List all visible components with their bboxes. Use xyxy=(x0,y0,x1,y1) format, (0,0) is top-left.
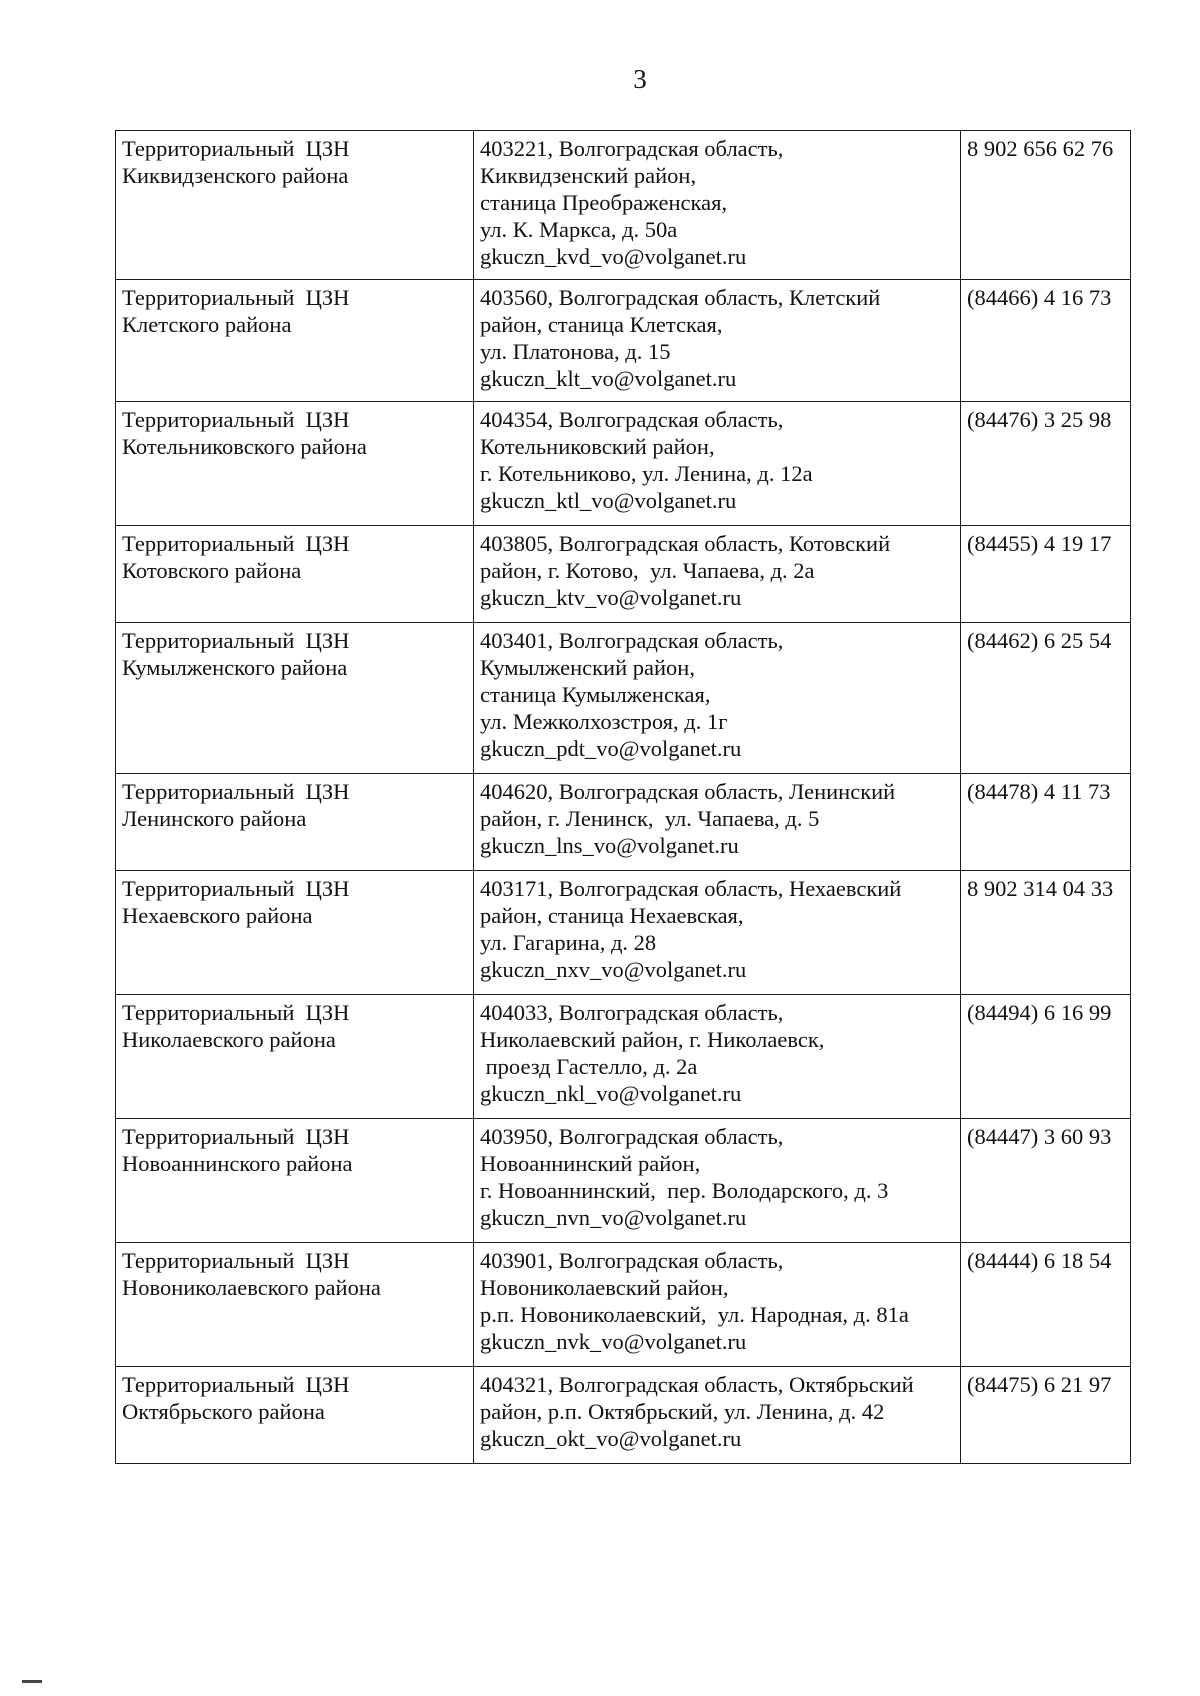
table-row xyxy=(116,280,1131,402)
office-name-line: Котельниковского района xyxy=(122,434,367,459)
phone-number: (84462) 6 25 54 xyxy=(967,628,1112,653)
phone-cell xyxy=(961,871,1131,995)
email-address: gkuczn_klt_vo@volganet.ru xyxy=(480,366,737,391)
phone-number: 8 902 314 04 33 xyxy=(967,876,1114,901)
address-line: 403901, Волгоградская область, xyxy=(480,1248,784,1273)
office-name-cell xyxy=(116,526,474,623)
address-line: Николаевский район, г. Николаевск, xyxy=(480,1027,825,1052)
office-name-line: Котовского района xyxy=(122,558,302,583)
office-name-line: Территориальный ЦЗН xyxy=(122,628,350,653)
office-name-cell xyxy=(116,1243,474,1367)
email-address: gkuczn_ktl_vo@volganet.ru xyxy=(480,488,737,513)
employment-centers-table xyxy=(115,130,1131,1464)
address-line: г. Котельниково, ул. Ленина, д. 12а xyxy=(480,461,813,486)
office-name-line: Территориальный ЦЗН xyxy=(122,1124,350,1149)
table-row xyxy=(116,1243,1131,1367)
office-name-line: Территориальный ЦЗН xyxy=(122,1000,350,1025)
address-cell xyxy=(474,402,961,526)
phone-number: (84455) 4 19 17 xyxy=(967,531,1112,556)
office-name-line: Территориальный ЦЗН xyxy=(122,1248,350,1273)
email-address: gkuczn_ktv_vo@volganet.ru xyxy=(480,585,742,610)
phone-cell xyxy=(961,402,1131,526)
address-cell xyxy=(474,1119,961,1243)
office-name-cell xyxy=(116,871,474,995)
address-line: район, р.п. Октябрьский, ул. Ленина, д. 42 xyxy=(480,1399,885,1424)
phone-cell xyxy=(961,526,1131,623)
address-cell xyxy=(474,774,961,871)
email-address: gkuczn_lns_vo@volganet.ru xyxy=(480,833,739,858)
address-line: 403805, Волгоградская область, Котовский xyxy=(480,531,891,556)
address-line: район, станица Клетская, xyxy=(480,312,723,337)
office-name-line: Клетского района xyxy=(122,312,292,337)
phone-cell xyxy=(961,995,1131,1119)
table-row xyxy=(116,623,1131,774)
office-name-line: Территориальный ЦЗН xyxy=(122,876,350,901)
address-line: район, станица Нехаевская, xyxy=(480,903,744,928)
office-name-cell xyxy=(116,402,474,526)
phone-cell xyxy=(961,623,1131,774)
address-cell xyxy=(474,623,961,774)
office-name-cell xyxy=(116,1119,474,1243)
address-line: станица Преображенская, xyxy=(480,190,728,215)
office-name-line: Октябрьского района xyxy=(122,1399,325,1424)
address-line: 404620, Волгоградская область, Ленинский xyxy=(480,779,896,804)
email-address: gkuczn_nxv_vo@volganet.ru xyxy=(480,957,747,982)
scan-mark xyxy=(22,1680,42,1683)
phone-number: (84444) 6 18 54 xyxy=(967,1248,1112,1273)
address-line: станица Кумылженская, xyxy=(480,682,711,707)
office-name-cell xyxy=(116,131,474,280)
address-line: Новониколаевский район, xyxy=(480,1275,729,1300)
address-line: 403401, Волгоградская область, xyxy=(480,628,784,653)
address-line: 403171, Волгоградская область, Нехаевский xyxy=(480,876,902,901)
address-cell xyxy=(474,995,961,1119)
office-name-line: Нехаевского района xyxy=(122,903,313,928)
office-name-cell xyxy=(116,623,474,774)
email-address: gkuczn_pdt_vo@volganet.ru xyxy=(480,736,742,761)
office-name-line: Новоаннинского района xyxy=(122,1151,353,1176)
phone-number: 8 902 656 62 76 xyxy=(967,136,1114,161)
phone-cell xyxy=(961,1119,1131,1243)
table-row xyxy=(116,871,1131,995)
office-name-line: Кумылженского района xyxy=(122,655,348,680)
office-name-cell xyxy=(116,774,474,871)
phone-number: (84466) 4 16 73 xyxy=(967,285,1112,310)
office-name-line: Территориальный ЦЗН xyxy=(122,136,350,161)
phone-cell xyxy=(961,1243,1131,1367)
table-row xyxy=(116,131,1131,280)
office-name-cell xyxy=(116,995,474,1119)
address-line: 404354, Волгоградская область, xyxy=(480,407,784,432)
email-address: gkuczn_nvn_vo@volganet.ru xyxy=(480,1205,747,1230)
address-line: 403560, Волгоградская область, Клетский xyxy=(480,285,881,310)
office-name-line: Территориальный ЦЗН xyxy=(122,1372,350,1397)
address-line: проезд Гастелло, д. 2а xyxy=(480,1054,698,1079)
page-number: 3 xyxy=(633,64,647,94)
table-row xyxy=(116,774,1131,871)
address-line: 403950, Волгоградская область, xyxy=(480,1124,784,1149)
office-name-cell xyxy=(116,1367,474,1464)
email-address: gkuczn_kvd_vo@volganet.ru xyxy=(480,244,747,269)
address-line: Киквидзенский район, xyxy=(480,163,697,188)
office-name-line: Новониколаевского района xyxy=(122,1275,381,1300)
address-line: р.п. Новониколаевский, ул. Народная, д. 81а xyxy=(480,1302,909,1327)
address-cell xyxy=(474,1243,961,1367)
address-cell xyxy=(474,526,961,623)
address-line: ул. К. Маркса, д. 50а xyxy=(480,217,678,242)
office-name-line: Территориальный ЦЗН xyxy=(122,407,350,432)
address-line: ул. Межколхозстроя, д. 1г xyxy=(480,709,728,734)
address-line: район, г. Ленинск, ул. Чапаева, д. 5 xyxy=(480,806,820,831)
table-row xyxy=(116,995,1131,1119)
address-line: 404033, Волгоградская область, xyxy=(480,1000,784,1025)
phone-number: (84478) 4 11 73 xyxy=(967,779,1111,804)
phone-cell xyxy=(961,774,1131,871)
address-cell xyxy=(474,280,961,402)
office-name-line: Николаевского района xyxy=(122,1027,336,1052)
office-name-line: Ленинского района xyxy=(122,806,307,831)
address-line: Кумылженский район, xyxy=(480,655,695,680)
address-line: ул. Гагарина, д. 28 xyxy=(480,930,657,955)
phone-cell xyxy=(961,1367,1131,1464)
address-cell xyxy=(474,131,961,280)
email-address: gkuczn_okt_vo@volganet.ru xyxy=(480,1426,742,1451)
table-body xyxy=(116,131,1131,1464)
phone-number: (84475) 6 21 97 xyxy=(967,1372,1112,1397)
office-name-line: Территориальный ЦЗН xyxy=(122,531,350,556)
address-line: Котельниковский район, xyxy=(480,434,715,459)
email-address: gkuczn_nvk_vo@volganet.ru xyxy=(480,1329,747,1354)
table-row xyxy=(116,526,1131,623)
address-line: 403221, Волгоградская область, xyxy=(480,136,784,161)
address-line: Новоаннинский район, xyxy=(480,1151,701,1176)
phone-number: (84447) 3 60 93 xyxy=(967,1124,1112,1149)
office-name-cell xyxy=(116,280,474,402)
phone-number: (84494) 6 16 99 xyxy=(967,1000,1112,1025)
address-line: ул. Платонова, д. 15 xyxy=(480,339,671,364)
table-row xyxy=(116,1367,1131,1464)
email-address: gkuczn_nkl_vo@volganet.ru xyxy=(480,1081,742,1106)
address-line: 404321, Волгоградская область, Октябрьский xyxy=(480,1372,914,1397)
address-cell xyxy=(474,871,961,995)
address-line: г. Новоаннинский, пер. Володарского, д. 3 xyxy=(480,1178,889,1203)
address-cell xyxy=(474,1367,961,1464)
phone-cell xyxy=(961,280,1131,402)
office-name-line: Киквидзенского района xyxy=(122,163,349,188)
address-line: район, г. Котово, ул. Чапаева, д. 2а xyxy=(480,558,815,583)
office-name-line: Территориальный ЦЗН xyxy=(122,779,350,804)
phone-number: (84476) 3 25 98 xyxy=(967,407,1112,432)
table-row xyxy=(116,402,1131,526)
phone-cell xyxy=(961,131,1131,280)
table-row xyxy=(116,1119,1131,1243)
office-name-line: Территориальный ЦЗН xyxy=(122,285,350,310)
